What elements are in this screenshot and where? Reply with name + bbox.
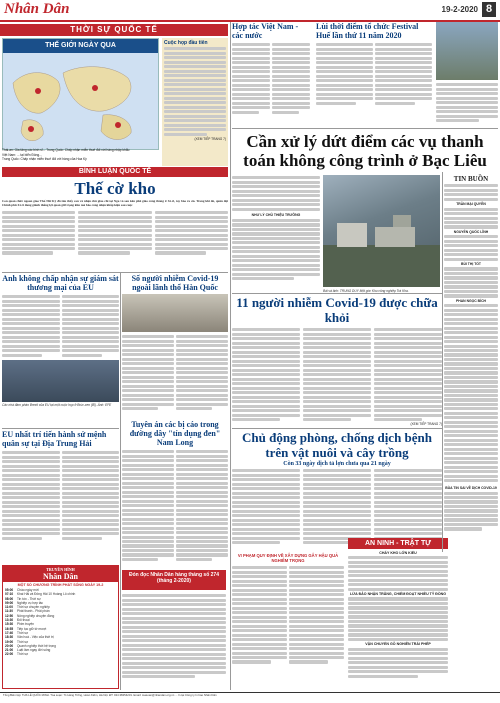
festival-title: Lùi thời điểm tổ chức Festival Huế lần thứ 11 năm 2020: [316, 22, 419, 40]
row-divider: [232, 428, 442, 429]
festival-article: [316, 22, 432, 130]
row-divider: [2, 428, 119, 429]
tv-schedule-time: 09:00: [5, 600, 14, 605]
tv-schedule-time: 07:10: [5, 592, 14, 597]
hop-tac-article: [232, 22, 310, 130]
europe-photo-caption: Các nhà đàm phán Brexit của EU tại một cuộc họp ở Brúc-xen (Bỉ). Ảnh: EFE: [2, 403, 112, 408]
continued-tag: (XEM TIẾP TRANG 7): [194, 136, 226, 141]
tv-schedule: [2, 565, 119, 689]
obituary-title: TIN BUỒN: [453, 175, 489, 183]
tv-schedule-program: Thời sự: [17, 652, 29, 657]
tv-schedule-program: Thời sự chuyên nghiệp: [17, 605, 50, 610]
tv-schedule-program: Thời sự: [17, 630, 29, 635]
tv-schedule-program: Chào ngày mới: [17, 588, 39, 592]
tv-schedule-program: Tin tức - Thời sự: [17, 596, 41, 601]
eu-naval-article: [2, 430, 119, 541]
tv-schedule-time: 08:00: [5, 596, 14, 601]
violation-title: VI PHẠM QUY ĐỊNH VỀ XÂY DỰNG GÂY HẬU QUẢ NGHIÊM TRỌNG: [237, 553, 339, 563]
tv-schedule-brand: Nhân Dân: [43, 572, 78, 581]
obituary-name: BÙI THỊ TỐT: [461, 262, 481, 267]
row-divider: [232, 293, 442, 294]
legend-item: Việt Nam: ... tại biển Đông...: [2, 152, 42, 157]
tv-schedule-program: Phát thanh - Phải phán: [17, 609, 50, 614]
livestock-article: [232, 430, 442, 546]
tuyen-an-article: [122, 420, 228, 562]
livestock-subtitle: Còn 33 ngày dịch tả lợn chưa qua 21 ngày: [283, 461, 391, 467]
festival-photo: [436, 22, 498, 80]
map-title: THẾ GIỚI NGÀY QUA: [3, 39, 158, 53]
security-story-title: LỪA ĐẢO NHẬN TRĂNG, CHIẾM ĐOẠT NHIỀU TỶ ĐỒNG: [349, 592, 447, 597]
commentary-article: [2, 179, 228, 256]
covid-world-title: Số người nhiễm Covid-19 ngoài lãnh thổ Hàn Quốc: [131, 274, 219, 292]
europe-photo: [2, 360, 119, 402]
europe-article: [2, 274, 119, 407]
commentary-lead: Con quan chức ngoan giao Thổ Nhĩ Kỳ đã tìm thấy con và nhận chú giáo chi tại Nga và sau kêu phủ giáo công thông ở Xi-ri, tay bảo ra ơn. Trong khi đó, quân đội Chính phủ Xi-ri đang giành thắng lợi quan giữ trọng khu mà bảo công nhận khắp kiện sau cuộc: [2, 199, 228, 207]
security-column: [348, 551, 448, 679]
tv-schedule-label: TRUYỀN HÌNH: [46, 567, 75, 572]
map-graphic: [3, 53, 159, 150]
covid-world-article: [122, 274, 228, 412]
festival-cont: [436, 82, 498, 124]
obituary-name: TRẦN MẠI QUYỀN: [456, 202, 486, 207]
covid-world-photo: [122, 294, 228, 332]
tv-schedule-logo: [3, 566, 118, 582]
tv-schedule-time: 11:00: [5, 605, 13, 610]
row-divider: [232, 128, 498, 129]
world-map: [2, 38, 159, 150]
industrial-park-photo: [323, 175, 440, 287]
tv-schedule-time: 18:30: [5, 635, 14, 640]
tv-schedule-program: Phim truyện: [17, 622, 35, 627]
column-divider: [230, 22, 231, 690]
tv-schedule-program: Văn hoá - Việc của thời trị: [17, 635, 54, 640]
legend-item: Thái-an: Gia tăng các binh sĩ... Trung Quốc: Chấp nhận miễn thuế đối với hàng nhập khẩu: [2, 147, 130, 152]
main-story-sub: NHƯ LÝ CHỦ THIỆU TRƯỞNG: [251, 212, 301, 217]
tv-schedule-program: Quanh nghiệp thời hệ trọng: [17, 643, 56, 648]
ad-line: Đón đọc Nhân Dân hàng tháng số 274: [128, 572, 219, 578]
tv-schedule-time: 15:30: [5, 622, 14, 627]
page-number: 8: [482, 2, 496, 17]
livestock-title: Chủ động phòng, chống dịch bệnh trên vật nuôi và cây trồng: [241, 430, 433, 460]
page-footer: Tổng Biên tập: THS LÊ QUỐC MINH. Tòa soạn: 71 Hàng Trống, Hoàn Kiếm, Hà Nội. ĐT: 024.38254231. Email: toasoan@nhandan.org.vn ... In tại Công ty In báo Nhân Dân: [0, 692, 500, 703]
side-news-title: BÙA TIN SAI VỀ DỊCH COVID-19: [445, 486, 497, 491]
tv-schedule-list: [3, 588, 118, 657]
legend-item: Trung Quốc: Chấp nhận miễn thuế đối với hàng của Hoa Kỳ: [2, 157, 87, 162]
tv-schedule-time: 16:55: [5, 626, 14, 631]
newspaper-logo: Nhân Dân: [4, 1, 70, 17]
main-story: [232, 132, 498, 170]
continued-tag: (XEM TIẾP TRANG 7): [410, 422, 442, 427]
cuoc-hop-title: Cuộc họp đầu tiên: [164, 40, 208, 46]
ad-body: [122, 593, 226, 680]
security-story-title: VẬN CHUYỂN GỖ NGHIÊN TRÁI PHÉP: [365, 642, 431, 647]
eu-naval-title: EU nhất trí tiến hành sứ mệnh quân sự tại Địa Trung Hải: [2, 430, 107, 448]
tv-schedule-time: 05:00: [5, 588, 14, 592]
tuyen-an-title: Tuyên án các bị cáo trong đường dây "tín dụng đen" Nam Long: [129, 420, 221, 447]
tv-schedule-time: 20:00: [5, 643, 14, 648]
main-story-title: Cần xử lý dứt điểm các vụ thanh toán không công trình ở Bạc Liêu: [243, 132, 487, 170]
obituary-name: NGUYỄN QUỐC LĨNH: [453, 229, 489, 234]
column-divider: [442, 172, 443, 552]
tv-schedule-program: Thời sự: [17, 639, 29, 644]
cuoc-hop-box: [162, 38, 228, 166]
security-story-title: CHÁY KHO LỚN KIỂU: [379, 551, 417, 555]
tv-schedule-time: 22:00: [5, 652, 14, 657]
tv-schedule-time: 17:40: [5, 630, 14, 635]
tv-schedule-subtitle: MỘT SỐ CHƯƠNG TRÌNH PHÁT SÓNG NGÀY 19-2: [17, 583, 104, 587]
tv-schedule-program: Tiếp tục giữ tờ mượt: [17, 626, 47, 631]
tv-schedule-time: 19:00: [5, 639, 14, 644]
europe-title: Anh không chấp nhận sự giám sát thương mại của EU: [2, 274, 119, 292]
tv-schedule-program: Đối thoại: [17, 618, 30, 623]
ad-line: (tháng 2-2020): [157, 578, 191, 584]
photo-caption: Bài và ảnh: TRUNG DUY Một góc Khu công nghiệp Trà Kha.: [323, 289, 409, 293]
vietnam-covid-article: [232, 295, 442, 426]
construction-violation-article: [232, 553, 344, 665]
obituary-column: [444, 175, 498, 532]
photo-graphic: [323, 175, 440, 287]
tv-schedule-program: Nông nghiệp chuyện đồng: [17, 613, 55, 618]
tv-schedule-time: 11:30: [5, 609, 13, 614]
tv-schedule-time: 21:00: [5, 648, 14, 653]
issue-date: 19-2-2020: [441, 5, 478, 14]
tv-schedule-time: 12:50: [5, 613, 14, 618]
hop-tac-title: Hợp tác Việt Nam - các nước: [232, 22, 299, 40]
main-story-lead: [232, 175, 320, 282]
vietnam-covid-title: 11 người nhiễm Covid-19 được chữa khỏi: [236, 295, 438, 325]
security-band: AN NINH - TRẬT TỰ: [348, 538, 448, 549]
commentary-title: Thế cờ kho: [74, 179, 156, 198]
obituary-name: PHAN NGỌC BÍCH: [456, 298, 486, 303]
masthead: [0, 0, 500, 22]
tv-schedule-time: 13:30: [5, 618, 14, 623]
tv-schedule-row: [3, 652, 118, 656]
monthly-edition-ad: [122, 570, 226, 590]
tv-schedule-program: Nghiệp vụ hợp tác: [17, 600, 44, 605]
tv-schedule-program: Luật làm ngay đời sống: [17, 648, 51, 653]
tv-schedule-program: Khai Hải và Đông Hải 10 Hoàng Lô chính: [17, 592, 76, 597]
commentary-band: BÌNH LUẬN QUỐC TẾ: [2, 167, 228, 177]
column-divider: [120, 272, 121, 690]
row-divider: [2, 272, 228, 273]
map-legend: [2, 147, 159, 162]
section-title: THỜI SỰ QUỐC TẾ: [0, 24, 228, 36]
